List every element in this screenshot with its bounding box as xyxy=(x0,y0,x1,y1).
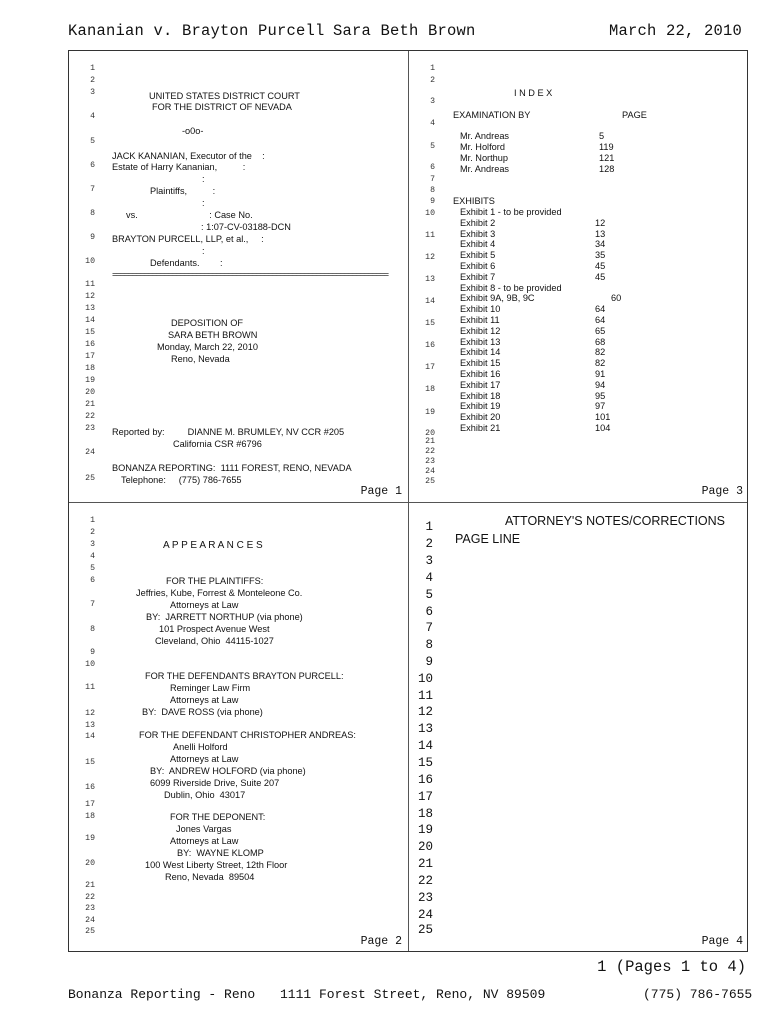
appearance-line: Attorneys at Law xyxy=(170,754,239,764)
line-number: 9 xyxy=(90,233,95,242)
line-number: 23 xyxy=(425,457,435,466)
line-number: 6 xyxy=(425,605,433,619)
line-number: 6 xyxy=(90,161,95,170)
case-number: : 1:07-CV-03188-DCN xyxy=(201,222,291,232)
exhibit-name: Exhibit 18 xyxy=(460,390,501,401)
line-number: 13 xyxy=(85,721,95,730)
versus-case-no: vs. : Case No. xyxy=(126,210,253,220)
line-number: 15 xyxy=(425,319,435,328)
exhibit-page: 60 xyxy=(611,293,622,304)
line-number: 5 xyxy=(90,564,95,573)
line-number: 7 xyxy=(90,600,95,609)
deposition-date: March 22, 2010 xyxy=(609,22,743,40)
defendant-line: BRAYTON PURCELL, LLP, et al., : xyxy=(112,234,264,244)
exhibit-name: Exhibit 8 - to be provided xyxy=(460,282,562,293)
separator-rule: ===================================================================== xyxy=(112,270,389,280)
line-number: 11 xyxy=(417,689,433,703)
plaintiffs-label: Plaintiffs, : xyxy=(150,186,216,196)
line-number: 16 xyxy=(425,341,435,350)
line-number: 25 xyxy=(417,923,433,937)
line-number: 1 xyxy=(430,64,435,73)
examination-page: 128 xyxy=(599,164,615,174)
deposition-location: Reno, Nevada xyxy=(171,354,230,364)
line-number: 10 xyxy=(85,660,95,669)
colon-mark: : xyxy=(202,198,205,208)
line-number: 1 xyxy=(90,516,95,525)
examination-page: 5 xyxy=(599,131,605,141)
exhibit-page: 45 xyxy=(595,271,606,282)
line-number: 3 xyxy=(90,540,95,549)
line-number: 14 xyxy=(85,316,95,325)
witness-name: Sara Beth Brown xyxy=(333,22,476,40)
line-number: 19 xyxy=(425,408,435,417)
line-number: 13 xyxy=(417,722,433,736)
transcript-page-2 xyxy=(69,503,408,953)
appearances-title: A P P E A R A N C E S xyxy=(163,540,263,551)
line-number: 21 xyxy=(85,881,95,890)
line-number: 2 xyxy=(90,76,95,85)
appearance-line: Reno, Nevada 89504 xyxy=(165,872,255,882)
line-number: 12 xyxy=(85,709,95,718)
deposition-date-line: Monday, March 22, 2010 xyxy=(157,342,258,352)
line-number: 9 xyxy=(430,197,435,206)
exhibit-name: Exhibit 12 xyxy=(460,325,501,336)
line-number: 10 xyxy=(425,209,435,218)
line-number: 22 xyxy=(85,893,95,902)
line-number: 24 xyxy=(85,448,95,457)
exhibit-page: 95 xyxy=(595,390,606,401)
case-title: Kananian v. Brayton Purcell xyxy=(68,22,325,40)
line-number: 14 xyxy=(425,297,435,306)
line-number: 4 xyxy=(430,119,435,128)
line-number: 19 xyxy=(417,823,433,837)
line-number: 25 xyxy=(85,927,95,936)
line-number: 13 xyxy=(425,275,435,284)
line-number: 15 xyxy=(85,328,95,337)
line-number: 20 xyxy=(85,859,95,868)
exhibit-name: Exhibit 1 - to be provided xyxy=(460,207,562,217)
line-number: 17 xyxy=(425,363,435,372)
exhibit-name: Exhibit 2 xyxy=(460,217,496,228)
line-number: 24 xyxy=(417,908,433,922)
transcript-grid xyxy=(68,50,748,952)
line-number: 3 xyxy=(425,554,433,568)
line-number: 23 xyxy=(417,891,433,905)
line-number: 16 xyxy=(85,783,95,792)
line-number: 15 xyxy=(85,758,95,767)
line-number: 21 xyxy=(417,857,433,871)
page-label-1: Page 1 xyxy=(360,485,402,498)
line-number: 3 xyxy=(90,88,95,97)
line-number: 24 xyxy=(425,467,435,476)
defendants-label: Defendants. : xyxy=(150,258,223,268)
exhibit-page: 45 xyxy=(595,261,606,271)
plaintiff-line-2: Estate of Harry Kananian, : xyxy=(112,162,246,172)
appearance-line: Reminger Law Firm xyxy=(170,683,251,693)
examination-page: 121 xyxy=(599,153,615,163)
line-number: 22 xyxy=(425,447,435,456)
exhibit-name: Exhibit 10 xyxy=(460,304,501,315)
pages-summary: 1 (Pages 1 to 4) xyxy=(597,958,746,976)
exhibit-name: Exhibit 15 xyxy=(460,358,501,369)
exhibit-page: 104 xyxy=(595,423,611,433)
line-number: 14 xyxy=(417,739,433,753)
page-label-2: Page 2 xyxy=(360,935,402,948)
exhibit-page: 91 xyxy=(595,369,606,379)
line-number: 7 xyxy=(90,185,95,194)
line-number: 1 xyxy=(425,520,433,534)
court-district: FOR THE DISTRICT OF NEVADA xyxy=(152,102,292,112)
appearance-line: Anelli Holford xyxy=(173,742,228,752)
line-number: 17 xyxy=(85,800,95,809)
examination-by-header: EXAMINATION BY xyxy=(453,110,531,120)
line-number: 24 xyxy=(85,916,95,925)
exhibit-name: Exhibit 6 xyxy=(460,261,496,271)
notes-title: ATTORNEY'S NOTES/CORRECTIONS xyxy=(505,514,726,528)
deponent-name: SARA BETH BROWN xyxy=(168,330,258,340)
examination-name: Mr. Andreas xyxy=(460,164,510,174)
line-number: 12 xyxy=(85,292,95,301)
exhibits-title: EXHIBITS xyxy=(453,196,495,206)
exhibit-name: Exhibit 5 xyxy=(460,250,496,261)
footer-address: 1111 Forest Street, Reno, NV 89509 xyxy=(280,987,546,1002)
line-number: 6 xyxy=(90,576,95,585)
line-number: 1 xyxy=(90,64,95,73)
line-number: 16 xyxy=(417,773,433,787)
exhibit-page: 101 xyxy=(595,412,611,423)
exhibit-page: 64 xyxy=(595,315,606,325)
exhibit-name: Exhibit 13 xyxy=(460,336,501,347)
line-number: 20 xyxy=(417,840,433,854)
line-number: 20 xyxy=(85,388,95,397)
line-number: 3 xyxy=(430,97,435,106)
line-number: 10 xyxy=(85,257,95,266)
appearance-line: 6099 Riverside Drive, Suite 207 xyxy=(150,778,280,788)
line-number: 23 xyxy=(85,904,95,913)
line-number: 4 xyxy=(425,571,433,585)
exhibit-page: 82 xyxy=(595,358,606,369)
line-number: 22 xyxy=(417,874,433,888)
line-number: 22 xyxy=(85,412,95,421)
page-line-header: PAGE LINE xyxy=(455,532,521,546)
exhibit-name: Exhibit 14 xyxy=(460,347,501,358)
line-number: 5 xyxy=(90,137,95,146)
appearance-line: Jeffries, Kube, Forrest & Monteleone Co. xyxy=(136,588,303,598)
line-number: 18 xyxy=(85,812,95,821)
line-number: 19 xyxy=(85,834,95,843)
appearance-line: FOR THE DEFENDANT CHRISTOPHER ANDREAS: xyxy=(139,730,356,740)
exhibit-page: 68 xyxy=(595,336,606,347)
colon-mark: : xyxy=(202,246,205,256)
footer-company: Bonanza Reporting - Reno xyxy=(68,987,256,1002)
line-number: 8 xyxy=(90,625,95,634)
page-label-4: Page 4 xyxy=(701,935,743,948)
exhibit-name: Exhibit 19 xyxy=(460,401,501,412)
appearance-line: 100 West Liberty Street, 12th Floor xyxy=(145,860,288,870)
examination-name: Mr. Andreas xyxy=(460,131,510,141)
court-name: UNITED STATES DISTRICT COURT xyxy=(149,91,300,101)
examination-name: Mr. Northup xyxy=(460,153,508,163)
line-number: 15 xyxy=(417,756,433,770)
exhibit-name: Exhibit 7 xyxy=(460,271,496,282)
appearance-line: BY: DAVE ROSS (via phone) xyxy=(142,707,263,717)
line-number: 18 xyxy=(85,364,95,373)
line-number: 9 xyxy=(425,655,433,669)
exhibit-page: 64 xyxy=(595,304,606,315)
line-number: 13 xyxy=(85,304,95,313)
appearance-line: BY: JARRETT NORTHUP (via phone) xyxy=(146,612,303,622)
examination-page: 119 xyxy=(599,142,614,152)
appearance-line: 101 Prospect Avenue West xyxy=(159,624,270,634)
exhibit-name: Exhibit 9A, 9B, 9C xyxy=(460,293,535,304)
appearance-line: FOR THE DEFENDANTS BRAYTON PURCELL: xyxy=(145,671,344,681)
appearance-line: FOR THE PLAINTIFFS: xyxy=(166,576,264,586)
line-number: 4 xyxy=(90,112,95,121)
line-number: 2 xyxy=(425,537,433,551)
exhibit-page: 94 xyxy=(595,379,606,390)
line-number: 10 xyxy=(417,672,433,686)
line-number: 4 xyxy=(90,552,95,561)
appearance-line: Jones Vargas xyxy=(176,824,232,834)
line-number: 18 xyxy=(425,385,435,394)
line-number: 5 xyxy=(430,142,435,151)
line-number: 20 xyxy=(425,429,435,438)
page-label-3: Page 3 xyxy=(701,485,743,498)
index-title: I N D E X xyxy=(514,88,553,98)
appearance-line: FOR THE DEPONENT: xyxy=(170,812,266,822)
line-number: 5 xyxy=(425,588,433,602)
line-number: 7 xyxy=(425,621,433,635)
appearance-line: Attorneys at Law xyxy=(170,836,239,846)
appearance-line: BY: WAYNE KLOMP xyxy=(177,848,264,858)
exhibit-page: 12 xyxy=(595,217,606,228)
transcript-page-3 xyxy=(409,51,749,502)
exhibit-page: 82 xyxy=(595,347,606,358)
exhibit-page: 35 xyxy=(595,250,606,261)
line-number: 11 xyxy=(85,280,95,289)
appearance-line: Cleveland, Ohio 44115-1027 xyxy=(155,636,274,646)
line-number: 9 xyxy=(90,648,95,657)
reporting-telephone: Telephone: (775) 786-7655 xyxy=(121,475,242,485)
line-number: 25 xyxy=(425,477,435,486)
line-number: 7 xyxy=(430,175,435,184)
line-number: 6 xyxy=(430,163,435,172)
appearance-line: BY: ANDREW HOLFORD (via phone) xyxy=(150,766,306,776)
line-number: 11 xyxy=(85,683,95,692)
reported-by: Reported by: DIANNE M. BRUMLEY, NV CCR #205 xyxy=(112,427,345,437)
line-number: 23 xyxy=(85,424,95,433)
separator-ooo: -o0o- xyxy=(182,126,204,136)
line-number: 17 xyxy=(85,352,95,361)
exhibit-name: Exhibit 17 xyxy=(460,379,501,390)
appearance-line: Attorneys at Law xyxy=(170,600,239,610)
line-number: 21 xyxy=(425,437,435,446)
deposition-of: DEPOSITION OF xyxy=(171,318,243,328)
transcript-page-1 xyxy=(69,51,408,502)
exhibit-name: Exhibit 3 xyxy=(460,228,496,239)
plaintiff-line-1: JACK KANANIAN, Executor of the : xyxy=(112,151,265,161)
line-number: 19 xyxy=(85,376,95,385)
line-number: 25 xyxy=(85,474,95,483)
footer-phone: (775) 786-7655 xyxy=(643,987,753,1002)
line-number: 11 xyxy=(425,231,435,240)
appearance-line: Attorneys at Law xyxy=(170,695,239,705)
colon-mark: : xyxy=(202,174,205,184)
reporting-company: BONANZA REPORTING: 1111 FOREST, RENO, NEVADA xyxy=(112,463,352,473)
exhibit-page: 97 xyxy=(595,401,606,412)
exhibit-name: Exhibit 21 xyxy=(460,423,501,433)
line-number: 8 xyxy=(90,209,95,218)
transcript-page-4 xyxy=(409,503,749,953)
exhibit-name: Exhibit 11 xyxy=(460,315,500,325)
line-number: 21 xyxy=(85,400,95,409)
line-number: 8 xyxy=(430,186,435,195)
line-number: 17 xyxy=(417,790,433,804)
exhibit-page: 34 xyxy=(595,239,606,250)
line-number: 14 xyxy=(85,732,95,741)
page-header: PAGE xyxy=(622,110,647,120)
line-number: 16 xyxy=(85,340,95,349)
exhibit-name: Exhibit 20 xyxy=(460,412,501,423)
exhibit-page: 65 xyxy=(595,325,606,336)
reporter-csr: California CSR #6796 xyxy=(173,439,262,449)
line-number: 8 xyxy=(425,638,433,652)
line-number: 2 xyxy=(430,76,435,85)
line-number: 2 xyxy=(90,528,95,537)
line-number: 12 xyxy=(417,705,433,719)
appearance-line: Dublin, Ohio 43017 xyxy=(164,790,246,800)
exhibit-name: Exhibit 4 xyxy=(460,239,496,250)
line-number: 12 xyxy=(425,253,435,262)
examination-name: Mr. Holford xyxy=(460,142,505,152)
exhibit-page: 13 xyxy=(595,228,606,239)
line-number: 18 xyxy=(417,807,433,821)
exhibit-name: Exhibit 16 xyxy=(460,369,501,379)
